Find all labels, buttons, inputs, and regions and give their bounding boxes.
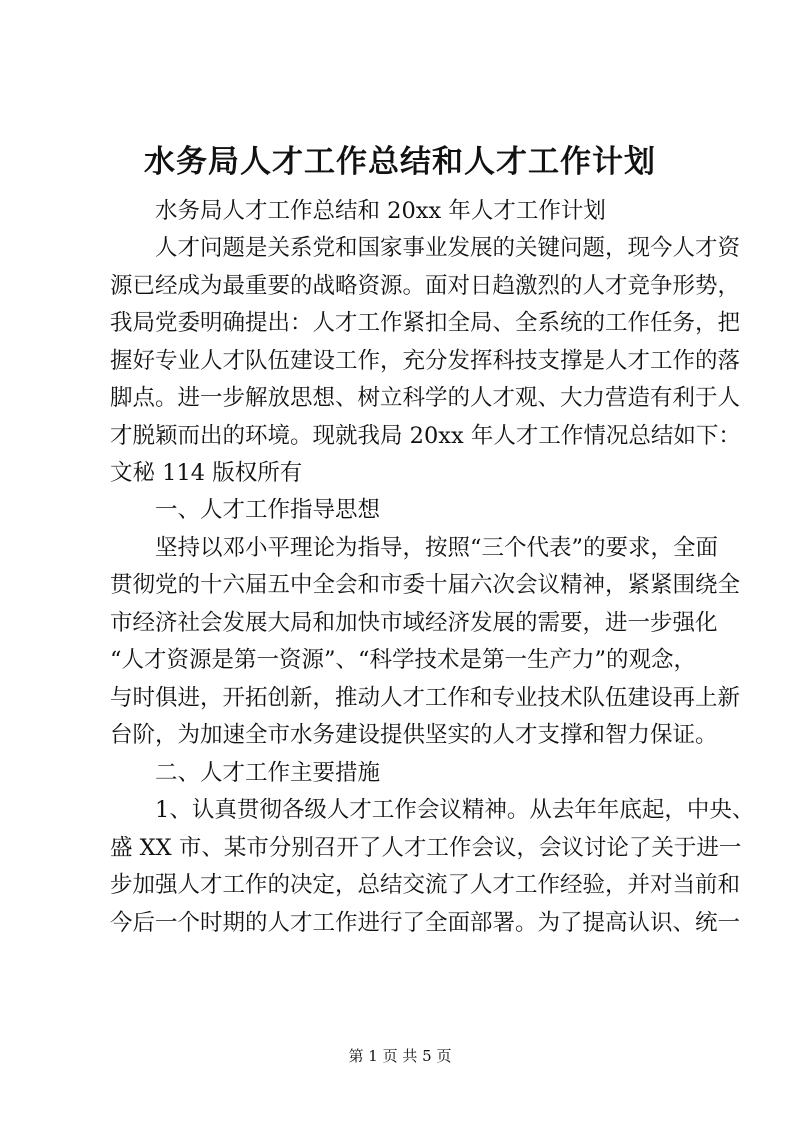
body-line: “人才资源是第一资源”、“科学技术是第一生产力”的观念， <box>110 647 697 673</box>
body-line: 今后一个时期的人才工作进行了全面部署。为了提高认识、统一 <box>110 910 741 936</box>
document-title: 水务局人才工作总结和人才工作计划 <box>144 144 656 180</box>
page-number: 第 1 页 共 5 页 <box>348 1047 452 1065</box>
body-line: 与时俱进，开拓创新，推动人才工作和专业技术队伍建设再上新 <box>110 685 741 711</box>
body-line: 水务局人才工作总结和 20xx 年人才工作计划 <box>110 198 606 224</box>
body-line: 步加强人才工作的决定，总结交流了人才工作经验，并对当前和 <box>110 872 741 898</box>
section-heading: 一、人才工作指导思想 <box>110 497 381 523</box>
body-line: 才脱颖而出的环境。现就我局 20xx 年人才工作情况总结如下： <box>110 423 741 449</box>
body-line: 我局党委明确提出：人才工作紧扣全局、全系统的工作任务，把 <box>110 310 741 336</box>
body-line: 脚点。进一步解放思想、树立科学的人才观、大力营造有利于人 <box>110 385 741 411</box>
body-line: 台阶，为加速全市水务建设提供坚实的人才支撑和智力保证。 <box>110 722 718 748</box>
body-line: 人才问题是关系党和国家事业发展的关键问题，现今人才资 <box>110 235 741 261</box>
body-line: 市经济社会发展大局和加快市域经济发展的需要，进一步强化 <box>110 610 718 636</box>
section-heading: 二、人才工作主要措施 <box>110 760 381 786</box>
body-line: 坚持以邓小平理论为指导，按照“三个代表”的要求，全面 <box>110 535 719 561</box>
body-line: 源已经成为最重要的战略资源。面对日趋激烈的人才竞争形势， <box>110 273 741 299</box>
body-line: 握好专业人才队伍建设工作，充分发挥科技支撑是人才工作的落 <box>110 348 741 374</box>
body-line: 文秘 114 版权所有 <box>110 460 303 486</box>
body-line: 1、认真贯彻各级人才工作会议精神。从去年年底起，中央、 <box>110 797 755 823</box>
body-line: 盛 XX 市、某市分别召开了人才工作会议，会议讨论了关于进一 <box>110 835 742 861</box>
body-line: 贯彻党的十六届五中全会和市委十届六次会议精神，紧紧围绕全 <box>110 572 741 598</box>
